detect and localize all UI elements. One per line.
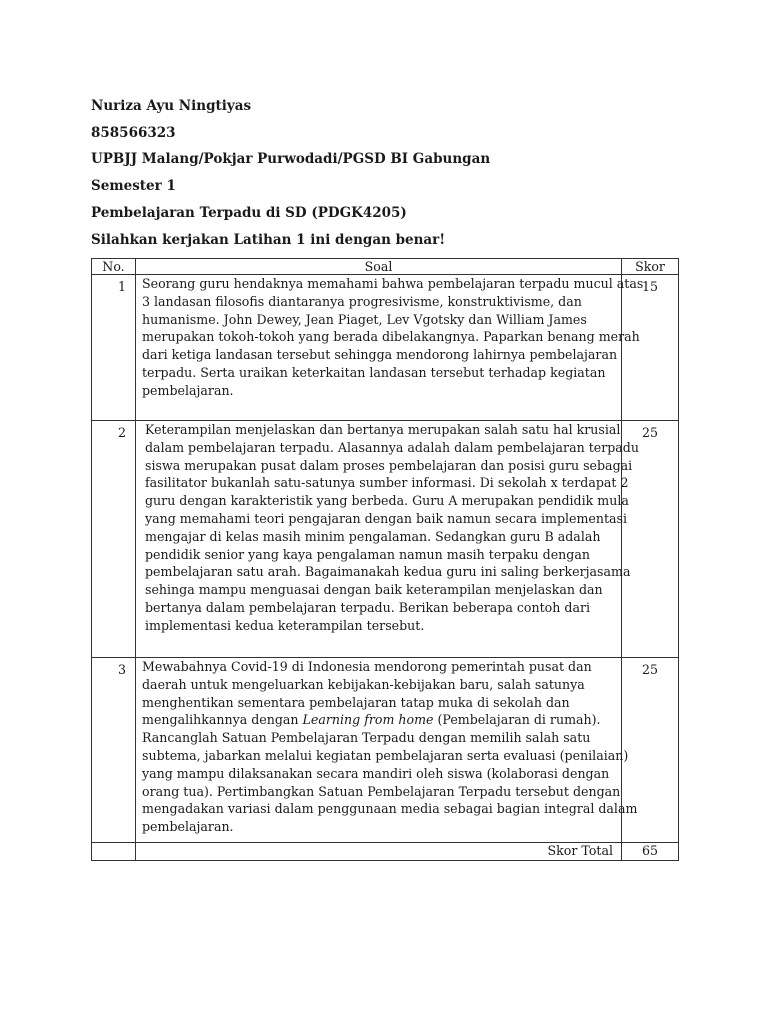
question-line: merupakan tokoh-tokoh yang berada dibelakangnya. Paparkan benang merah xyxy=(142,329,640,345)
question-text xyxy=(136,275,644,421)
question-line: implementasi kedua keterampilan tersebut. xyxy=(145,617,425,633)
question-line: Seorang guru hendaknya memahami bahwa pembelajaran terpadu mucul atas xyxy=(142,276,644,291)
question-line: pembelajaran. xyxy=(142,819,234,835)
semester: Semester 1 xyxy=(91,178,176,195)
question-line: Rancanglah Satuan Pembelajaran Terpadu dengan memilih salah satu xyxy=(142,730,591,746)
table-row xyxy=(92,658,679,843)
question-line: pembelajaran satu arah. Bagaimanakah kedua guru ini saling berkerjasama xyxy=(145,564,631,580)
table-header-row xyxy=(92,259,679,275)
question-line: pembelajaran. xyxy=(142,382,234,398)
question-line: dalam pembelajaran terpadu. Alasannya adalah dalam pembelajaran terpadu xyxy=(145,439,639,455)
question-line: yang memahami teori pengajaran dengan baik namun secara implementasi xyxy=(145,510,628,526)
question-line: daerah untuk mengeluarkan kebijakan-kebijakan baru, salah satunya xyxy=(142,676,585,692)
instruction: Silahkan kerjakan Latihan 1 ini dengan benar! xyxy=(91,231,446,248)
question-line: 3 landasan filosofis diantaranya progresivisme, konstruktivisme, dan xyxy=(142,293,582,309)
question-line: siswa merupakan pusat dalam proses pembelajaran dan posisi guru sebagai xyxy=(145,457,633,473)
question-table xyxy=(91,258,679,861)
question-number: 2 xyxy=(92,421,136,658)
question-score: 25 xyxy=(622,421,679,658)
question-line: pendidik senior yang kaya pengalaman namun masih terpaku dengan xyxy=(145,546,590,562)
total-score: 65 xyxy=(622,843,679,861)
course-title: Pembelajaran Terpadu di SD (PDGK4205) xyxy=(91,204,407,221)
column-header-soal: Soal xyxy=(136,259,622,275)
question-line: fasilitator bukanlah satu-satunya sumber informasi. Di sekolah x terdapat 2 xyxy=(145,475,629,491)
question-line: yang mampu dilaksanakan secara mandiri oleh siswa (kolaborasi dengan xyxy=(142,765,610,781)
column-header-no: No. xyxy=(92,259,136,275)
question-score: 15 xyxy=(622,275,679,421)
column-header-skor: Skor xyxy=(622,259,679,275)
student-id: 858566323 xyxy=(91,124,176,141)
question-line: terpadu. Serta uraikan keterkaitan landasan tersebut terhadap kegiatan xyxy=(142,364,606,380)
question-line: mengadakan variasi dalam penggunaan media sebagai bagian integral dalam xyxy=(142,801,638,817)
line-prefix: mengalihkannya dengan xyxy=(142,712,303,728)
question-text xyxy=(136,658,638,843)
total-label: Skor Total xyxy=(136,843,622,861)
question-line: Keterampilan menjelaskan dan bertanya merupakan salah satu hal krusial xyxy=(145,422,621,437)
question-line: subtema, jabarkan melalui kegiatan pembelajaran serta evaluasi (penilaian) xyxy=(142,747,629,763)
question-line: dari ketiga landasan tersebut sehingga mendorong lahirnya pembelajaran xyxy=(142,347,618,363)
italic-phrase: Learning from home xyxy=(302,712,434,728)
question-line: orang tua). Pertimbangkan Satuan Pembelajaran Terpadu tersebut dengan xyxy=(142,783,621,799)
question-line: bertanya dalam pembelajaran terpadu. Berikan beberapa contoh dari xyxy=(145,599,590,615)
question-text xyxy=(136,421,639,658)
empty-cell xyxy=(92,843,136,861)
question-number: 1 xyxy=(92,275,136,421)
question-line: mengajar di kelas masih minim pengalaman. Sedangkan guru B adalah xyxy=(145,528,601,544)
student-header xyxy=(91,93,490,253)
student-name: Nuriza Ayu Ningtiyas xyxy=(91,98,252,114)
line-suffix: (Pembelajaran di rumah). xyxy=(433,712,601,728)
question-line: humanisme. John Dewey, Jean Piaget, Lev Vgotsky dan William James xyxy=(142,311,587,327)
question-line: Mewabahnya Covid-19 di Indonesia mendorong pemerintah pusat dan xyxy=(142,659,592,674)
table-row xyxy=(92,421,679,658)
study-unit: UPBJJ Malang/Pokjar Purwodadi/PGSD BI Gabungan xyxy=(91,151,491,168)
table-row xyxy=(92,275,679,421)
question-line: guru dengan karakteristik yang berbeda. Guru A merupakan pendidik mula xyxy=(145,493,629,509)
question-score: 25 xyxy=(622,658,679,843)
question-line: menghentikan sementara pembelajaran tatap muka di sekolah dan xyxy=(142,694,570,710)
question-line xyxy=(142,711,616,729)
total-row xyxy=(92,843,679,861)
question-line: sehinga mampu menguasai dengan baik keterampilan menjelaskan dan xyxy=(145,582,603,598)
question-number: 3 xyxy=(92,658,136,843)
